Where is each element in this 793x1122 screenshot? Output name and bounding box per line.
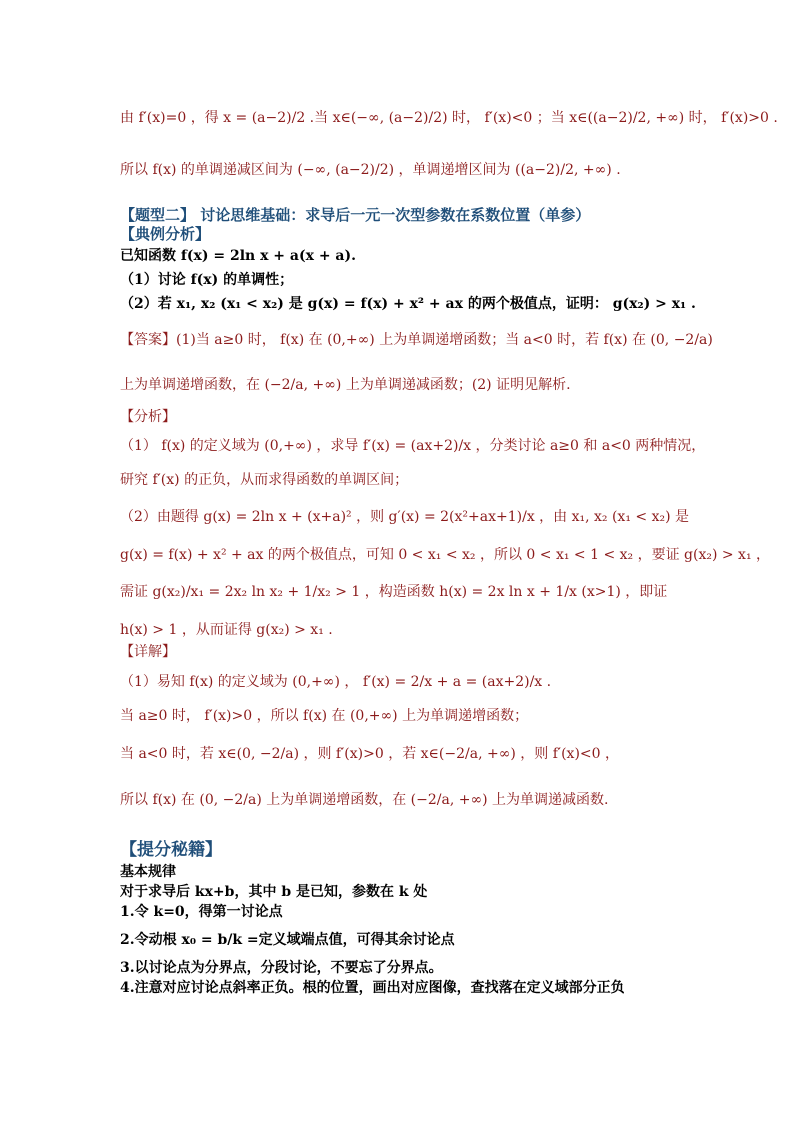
text-line-l19: 当 a≥0 时， f′(x)>0 ，所以 f(x) 在 (0,+∞) 上为单调递增函数；: [120, 708, 529, 724]
text-line-l27: 3.以讨论点为分界点，分段讨论，不要忘了分界点。: [120, 960, 443, 976]
text-line-l20: 当 a<0 时，若 x∈(0, −2/a) ，则 f′(x)>0 ，若 x∈(−2/a, +∞) ，则 f′(x)<0 ，: [120, 746, 619, 762]
text-line-l7: （2）若 x₁, x₂ (x₁ < x₂) 是 g(x) = f(x) + x² + ax 的两个极值点，证明： g(x₂) > x₁ .: [120, 296, 696, 312]
text-line-l1: 由 f′(x)=0 ，得 x = (a−2)/2 .当 x∈(−∞, (a−2)/2) 时， f′(x)<0 ；当 x∈((a−2)/2, +∞) 时， f′(x)>0 .: [120, 110, 778, 126]
text-line-l2: 所以 f(x) 的单调递减区间为 (−∞, (a−2)/2) ，单调递增区间为 ((a−2)/2, +∞) .: [120, 162, 621, 178]
text-line-l17: 【详解】: [120, 644, 176, 660]
text-line-l6: （1）讨论 f(x) 的单调性；: [120, 272, 294, 288]
text-line-l26: 2.令动根 x₀ = b/k =定义域端点值，可得其余讨论点: [120, 932, 455, 948]
text-line-l3: 【题型二】 讨论思维基础：求导后一元一次型参数在系数位置（单参）: [120, 206, 591, 224]
text-line-l10: 【分析】: [120, 409, 176, 425]
text-line-l22: 【提分秘籍】: [120, 840, 222, 860]
text-line-l21: 所以 f(x) 在 (0, −2/a) 上为单调递增函数，在 (−2/a, +∞) 上为单调递减函数.: [120, 792, 609, 808]
text-line-l25: 1.令 k=0，得第一讨论点: [120, 904, 283, 920]
text-line-l13: （2）由题得 g(x) = 2ln x + (x+a)² ，则 g′(x) = 2(x²+ax+1)/x ，由 x₁, x₂ (x₁ < x₂) 是: [120, 509, 689, 525]
text-line-l18: （1）易知 f(x) 的定义域为 (0,+∞) ， f′(x) = 2/x + a = (ax+2)/x .: [120, 674, 552, 690]
text-line-l14: g(x) = f(x) + x² + ax 的两个极值点，可知 0 < x₁ < x₂ ，所以 0 < x₁ < 1 < x₂ ，要证 g(x₂) > x₁ ，: [120, 547, 771, 563]
text-line-l5: 已知函数 f(x) = 2ln x + a(x + a).: [120, 248, 356, 264]
text-line-l28: 4.注意对应讨论点斜率正负。根的位置，画出对应图像，查找落在定义域部分正负: [120, 980, 625, 996]
text-line-l24: 对于求导后 kx+b，其中 b 是已知，参数在 k 处: [120, 884, 428, 900]
text-line-l8: 【答案】(1)当 a≥0 时， f(x) 在 (0,+∞) 上为单调递增函数；当 a<0 时，若 f(x) 在 (0, −2/a): [120, 332, 713, 348]
text-line-l12: 研究 f′(x) 的正负，从而求得函数的单调区间；: [120, 472, 409, 488]
text-line-l11: （1） f(x) 的定义域为 (0,+∞) ，求导 f′(x) = (ax+2)/x ，分类讨论 a≥0 和 a<0 两种情况，: [120, 438, 706, 454]
text-line-l16: h(x) > 1 ，从而证得 g(x₂) > x₁ .: [120, 622, 333, 638]
text-line-l15: 需证 g(x₂)/x₁ = 2x₂ ln x₂ + 1/x₂ > 1 ，构造函数 h(x) = 2x ln x + 1/x (x>1) ，即证: [120, 584, 668, 600]
text-line-l4: 【典例分析】: [120, 225, 211, 243]
text-line-l9: 上为单调递增函数，在 (−2/a, +∞) 上为单调递减函数；(2) 证明见解析.: [120, 377, 571, 393]
text-line-l23: 基本规律: [120, 864, 176, 880]
